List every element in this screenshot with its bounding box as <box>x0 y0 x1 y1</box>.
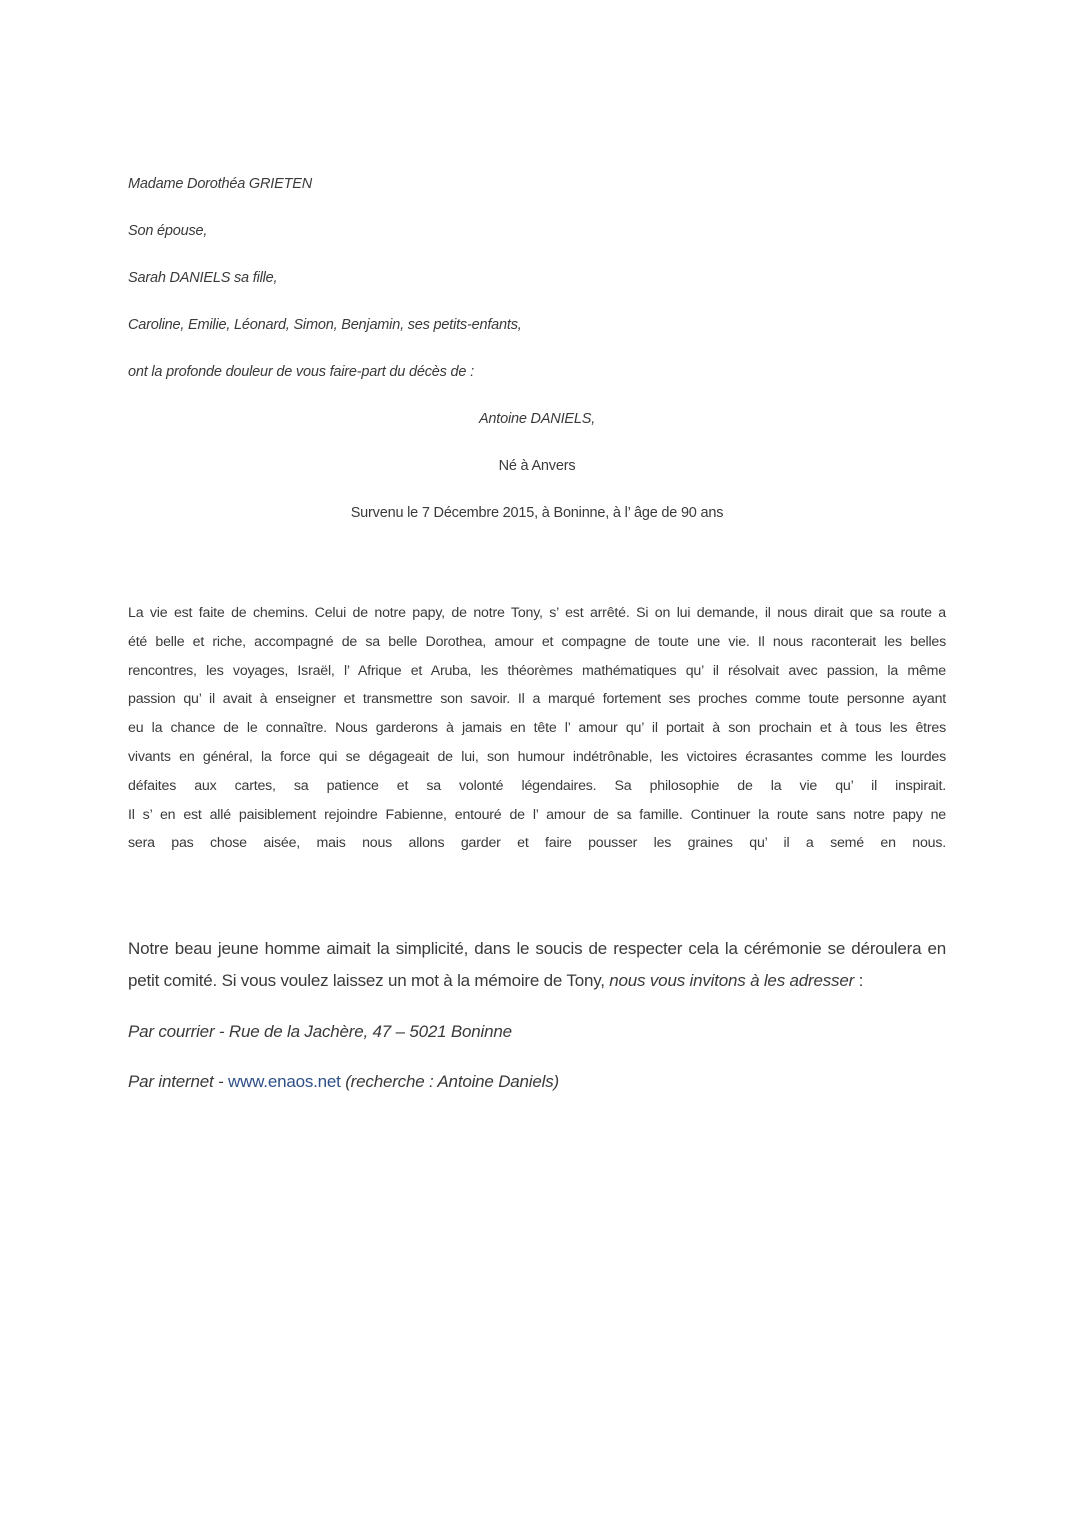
ceremony-line-2-end: : <box>854 971 864 990</box>
eulogy-line: défaites aux cartes, sa patience et sa volonté légendaires. Sa philosophie de la vie qu’ il inspirait. <box>128 777 946 794</box>
eulogy-line: La vie est faite de chemins. Celui de notre papy, de notre Tony, s’ est arrêté. Si on lui demande, il nous dirait que sa route a <box>128 605 946 621</box>
header-line-spouse-role: Son épouse, <box>128 223 208 239</box>
contact-internet-suffix: (recherche : Antoine Daniels) <box>340 1072 559 1091</box>
ceremony-invitation: nous vous invitons à les adresser <box>609 971 855 990</box>
website-link[interactable]: www.enaos.net <box>228 1072 341 1091</box>
deceased-death: Survenu le 7 Décembre 2015, à Boninne, à l’ âge de 90 ans <box>350 505 724 521</box>
contact-internet-prefix: Par internet - <box>128 1072 228 1091</box>
contact-mail: Par courrier - Rue de la Jachère, 47 – 5021 Boninne <box>128 1022 512 1041</box>
contact-internet <box>128 1072 559 1092</box>
deceased-name: Antoine DANIELS, <box>478 411 596 427</box>
deceased-birth: Né à Anvers <box>498 458 576 474</box>
ceremony-line-2 <box>128 965 946 997</box>
eulogy-line: été belle et riche, accompagné de sa belle Dorothea, amour et compagne de toute une vie. Il nous raconterait les belles <box>128 633 946 650</box>
eulogy-paragraph <box>128 599 946 858</box>
header-line-daughter: Sarah DANIELS sa fille, <box>128 270 278 286</box>
eulogy-line: rencontres, les voyages, Israël, l’ Afrique et Aruba, les théorèmes mathématiques qu’ il résolvait avec passion, la même <box>128 662 946 679</box>
eulogy-line: vivants en général, la force qui se dégageait de lui, son humour indétrônable, les victoires écrasantes comme les lourdes <box>128 748 946 765</box>
eulogy-line: sera pas chose aisée, mais nous allons garder et faire pousser les graines qu’ il a semé en nous. <box>128 835 946 852</box>
ceremony-paragraph <box>128 933 946 997</box>
eulogy-line: eu la chance de le connaître. Nous garderons à jamais en tête l’ amour qu’ il portait à son prochain et à tous les êtres <box>128 720 946 737</box>
header-line-grandchildren: Caroline, Emilie, Léonard, Simon, Benjamin, ses petits-enfants, <box>128 317 522 333</box>
ceremony-line-2-text: petit comité. Si vous voulez laissez un mot à la mémoire de Tony, <box>128 971 610 990</box>
ceremony-line-1: Notre beau jeune homme aimait la simplicité, dans le soucis de respecter cela la cérémonie se déroulera en <box>128 939 946 958</box>
eulogy-line: Il s’ en est allé paisiblement rejoindre Fabienne, entouré de l’ amour de sa famille. Continuer la route sans notre papy ne <box>128 806 946 823</box>
eulogy-line: passion qu’ il avait à enseigner et transmettre son savoir. Il a marqué fortement ses proches comme toute personne ayant <box>128 691 946 708</box>
header-line-spouse-name: Madame Dorothéa GRIETEN <box>128 176 312 192</box>
header-line-announcement: ont la profonde douleur de vous faire-part du décès de : <box>128 364 474 380</box>
